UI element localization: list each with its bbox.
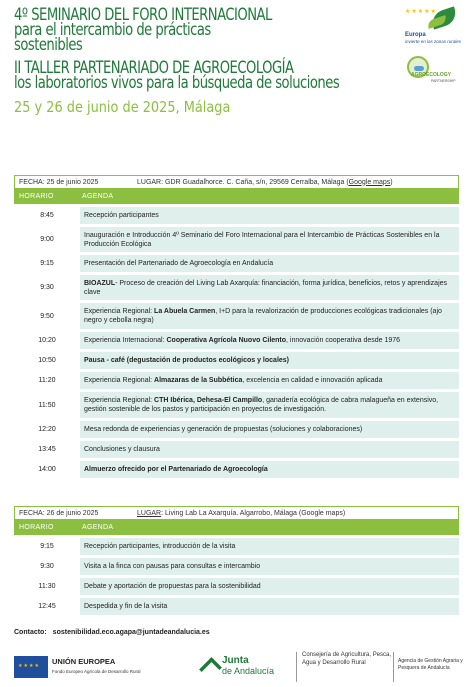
agenda-day-1 [14, 175, 459, 478]
europa-logo-tagline: invierte en las zonas rurales [405, 39, 462, 44]
agroecology-logo [405, 56, 463, 92]
table-row [14, 255, 459, 272]
row-time: 12:45 [38, 603, 56, 610]
europa-logo [401, 6, 463, 48]
junta-line-1: Junta [222, 655, 249, 666]
table-row [14, 578, 459, 595]
contact-email-link[interactable]: sostenibilidad.eco.agapa@juntadeandalucia.es [52, 629, 210, 636]
title-line-2: para el intercambio de prácticas [14, 20, 211, 40]
row-time: 12:20 [38, 426, 56, 433]
table-row [14, 598, 459, 615]
contact [14, 629, 210, 636]
row-activity: Experiencia Regional: La Abuela Carmen, I+D para la revalorización de producciones ecológicas tradicionales (ajo negro y cebolla negra) [80, 303, 459, 329]
table-header-day-1 [14, 189, 459, 204]
row-activity: Recepción participantes [80, 207, 459, 224]
table-row [14, 332, 459, 349]
row-time: 9:50 [40, 312, 54, 320]
google-maps-link[interactable]: Google maps [348, 178, 391, 186]
info-row-day-2 [14, 506, 459, 520]
row-activity: Experiencia Regional: CTH Ibérica, Dehesa-El Campillo, ganadería ecológica de cabra malagueña en extensivo, gestión sostenible de los pastos y participación en proyectos de investigación. [80, 392, 459, 418]
row-time: 11:20 [38, 377, 56, 384]
table-row [14, 275, 459, 300]
row-time: 10:20 [38, 337, 56, 344]
contact-label: Contacto: [14, 629, 47, 636]
row-activity: Despedida y fin de la visita [80, 598, 459, 615]
row-time: 13:45 [38, 446, 56, 453]
consejeria-text: Consejería de Agricultura, Pesca, Agua y Desarrollo Rural [302, 652, 392, 666]
row-activity: Almuerzo ofrecido por el Partenariado de Agroecología [80, 461, 459, 478]
row-time: 9:15 [40, 543, 54, 550]
europa-logo-title: Europa [405, 32, 426, 38]
agenda-rows-day-2 [14, 538, 459, 615]
header [14, 5, 454, 116]
row-activity: Experiencia Internacional: Cooperativa Agrícola Nuovo Cilento, innovación cooperativa desde 1976 [80, 332, 459, 349]
stars-icon: ★★★★★ [405, 9, 437, 15]
title-line-3: sostenibles [14, 35, 83, 55]
row-time: 9:00 [40, 236, 54, 243]
info-row-day-1 [14, 175, 459, 189]
table-row [14, 538, 459, 555]
table-row [14, 558, 459, 575]
footer [0, 648, 475, 687]
row-time: 9:15 [40, 260, 54, 267]
row-activity: Mesa redonda de experiencias y generación de propuestas (soluciones y colaboraciones) [80, 421, 459, 438]
row-time: 9:30 [40, 563, 54, 570]
eu-subtitle: Fondo Europeo Agrícola de Desarrollo Rural [52, 669, 141, 674]
row-activity: Inauguración e Introducción 4º Seminario del Foro Internacional para el Intercambio de Prácticas Sostenibles en la Producción Ecológica [80, 227, 459, 252]
footer-divider [393, 652, 394, 682]
col-horario: HORARIO [19, 193, 54, 200]
lugar-day-1: LUGAR: GDR Guadalhorce. C. Caña, s/n, 29569 Cerralba, Málaga (Google maps) [137, 178, 393, 186]
table-row [14, 421, 459, 438]
row-activity: Recepción participantes, introducción de la visita [80, 538, 459, 555]
row-activity: Conclusiones y clausura [80, 441, 459, 458]
row-activity: Visita a la finca con pausas para consultas e intercambio [80, 558, 459, 575]
row-time: 8:45 [40, 212, 54, 219]
row-activity: Debate y aportación de propuestas para la sostenibilidad [80, 578, 459, 595]
subtitle-line-1: II TALLER PARTENARIADO DE AGROECOLOGÍA [14, 58, 294, 78]
table-header-day-2 [14, 520, 459, 535]
table-row [14, 461, 459, 478]
agenda-rows-day-1 [14, 207, 459, 478]
row-activity: Presentación del Partenariado de Agroecología en Andalucía [80, 255, 459, 272]
table-row [14, 207, 459, 224]
table-row [14, 441, 459, 458]
row-activity: Pausa - café (degustación de productos ecológicos y locales) [80, 352, 459, 369]
col-horario: HORARIO [19, 524, 54, 531]
fecha-day-2: FECHA: 26 de junio 2025 [19, 509, 99, 517]
row-activity: BIOAZUL- Proceso de creación del Living Lab Axarquía: financiación, forma jurídica, beneficios, retos y aprendizajes clave [80, 275, 459, 300]
agroecology-logo-title: AGROECOLOGY [411, 72, 452, 78]
agencia-text: Agencia de Gestión Agraria y Pesquera de Andalucía [398, 658, 463, 671]
col-agenda: AGENDA [82, 193, 114, 200]
title-line-1: 4º SEMINARIO DEL FORO INTERNACIONAL [14, 5, 272, 25]
row-activity: Experiencia Regional: Almazaras de la Subbética, excelencia en calidad e innovación aplicada [80, 372, 459, 389]
fecha-day-1: FECHA: 25 de junio 2025 [19, 178, 99, 186]
subtitle-line-2: los laboratorios vivos para la búsqueda de soluciones [14, 73, 340, 93]
footer-divider [296, 652, 297, 682]
eu-title: UNIÓN EUROPEA [52, 657, 116, 666]
table-row [14, 372, 459, 389]
table-row [14, 303, 459, 329]
agroecology-logo-sub: PARTNERSHIP [431, 79, 456, 83]
agenda-day-2 [14, 506, 459, 615]
col-agenda: AGENDA [82, 524, 114, 531]
table-row [14, 227, 459, 252]
table-row [14, 352, 459, 369]
row-time: 11:30 [38, 583, 56, 590]
table-row [14, 392, 459, 418]
row-time: 11:50 [38, 401, 56, 409]
row-time: 14:00 [38, 466, 56, 473]
lugar-day-2: LUGAR: Living Lab La Axarquía. Algarrobo, Málaga (Google maps) [137, 509, 346, 517]
junta-andalucia-icon [198, 654, 218, 678]
eu-flag-icon [14, 656, 48, 678]
row-time: 10:50 [38, 357, 56, 364]
event-date: 25 y 26 de junio de 2025, Málaga [14, 98, 231, 116]
row-time: 9:30 [40, 284, 54, 291]
junta-line-2: de Andalucía [222, 666, 275, 676]
